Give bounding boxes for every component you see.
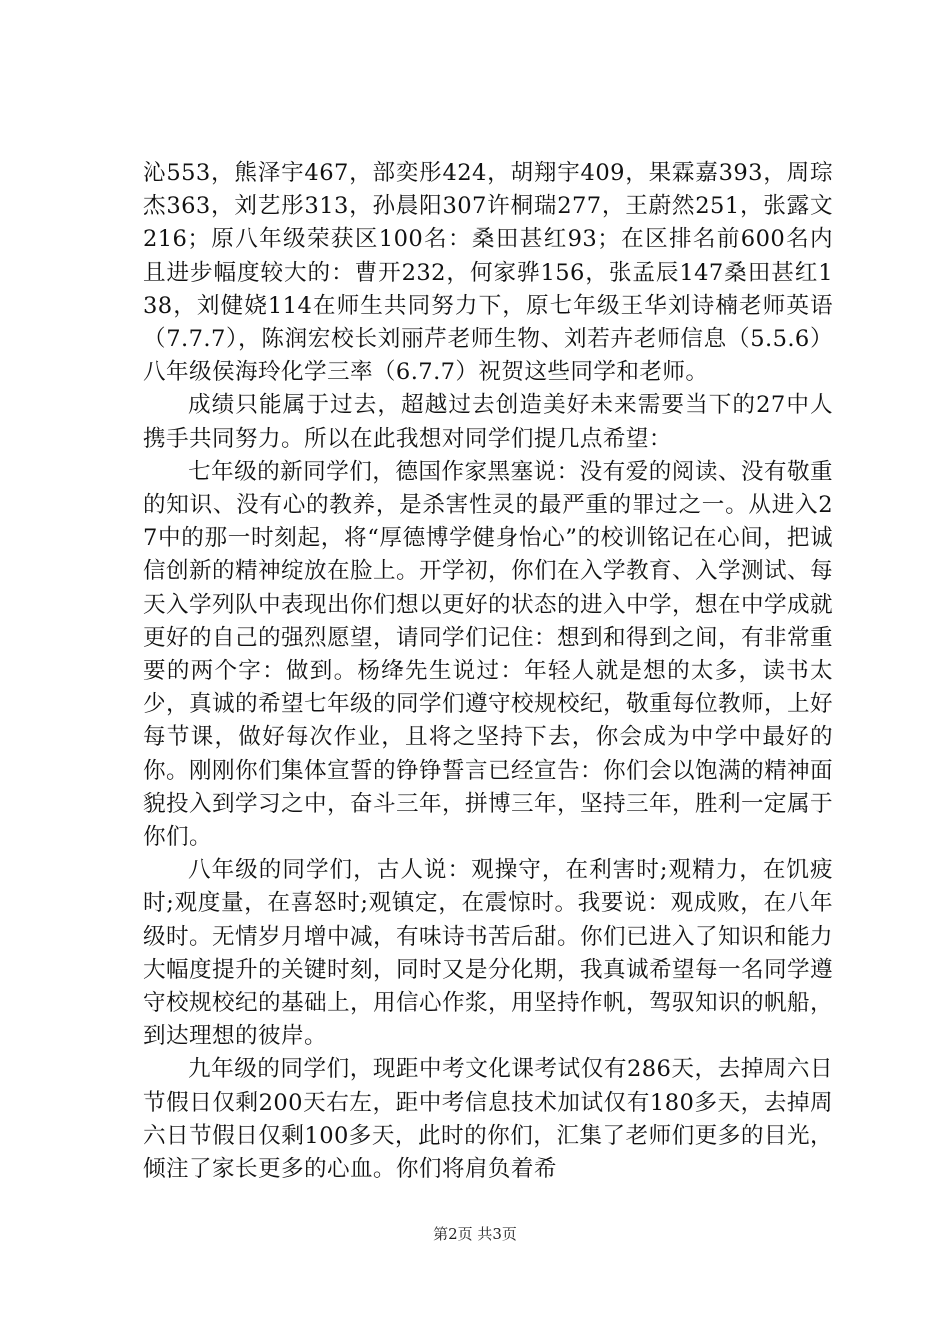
paragraph-continuation: 沁553，熊泽宇467，部奕彤424，胡翔宇409，果霖嘉393，周琮杰363，刘艺彤313，孙晨阳307许桐瑞277，王蔚然251，张露文216；原八年级荣获区100名：桑田甚红93；在区排名前600名内且进步幅度较大的：曹开232，何家骅156，张孟辰147桑田甚红138，刘健娆114在师生共同努力下，原七年级王华刘诗楠老师英语（7.7.7），陈润宏校长刘丽芹老师生物、刘若卉老师信息（5.5.6）八年级侯海玲化学三率（6.7.7）祝贺这些同学和老师。 — [143, 160, 833, 386]
paragraph-grade-seven: 七年级的新同学们，德国作家黑塞说：没有爱的阅读、没有敬重的知识、没有心的教养，是杀害性灵的最严重的罪过之一。从进入27中的那一时刻起，将“厚德博学健身怡心”的校训铭记在心间，把诚信创新的精神绽放在脸上。开学初，你们在入学教育、入学测试、每天入学列队中表现出你们想以更好的状态的进入中学，想在中学成就更好的自己的强烈愿望，请同学们记住：想到和得到之间，有非常重要的两个字：做到。杨绛先生说过：年轻人就是想的太多，读书太少，真诚的希望七年级的同学们遵守校规校纪，敬重每位教师，上好每节课，做好每次作业，且将之坚持下去，你会成为中学中最好的你。刚刚你们集体宣誓的铮铮誓言已经宣告：你们会以饱满的精神面貌投入到学习之中，奋斗三年，拼博三年，坚持三年，胜利一定属于你们。 — [143, 458, 833, 851]
page-footer — [0, 1224, 950, 1244]
paragraph-grade-eight: 八年级的同学们，古人说：观操守，在利害时;观精力，在饥疲时;观度量，在喜怒时;观镇定，在震惊时。我要说：观成败，在八年级时。无情岁月增中减，有味诗书苦后甜。你们已进入了知识和能力大幅度提升的关键时刻，同时又是分化期，我真诚希望每一名同学遵守校规校纪的基础上，用信心作浆，用坚持作帆，驾驭知识的帆船，到达理想的彼岸。 — [143, 857, 833, 1050]
paragraph-intro-hopes: 成绩只能属于过去，超越过去创造美好未来需要当下的27中人携手共同努力。所以在此我想对同学们提几点希望： — [143, 392, 833, 452]
page-number-label: 第2页 共3页 — [433, 1225, 517, 1243]
paragraph-grade-nine: 九年级的同学们，现距中考文化课考试仅有286天，去掉周六日节假日仅剩200天右左，距中考信息技术加试仅有180多天，去掉周六日节假日仅剩100多天，此时的你们，汇集了老师们更多的目光，倾注了家长更多的心血。你们将肩负着希 — [143, 1056, 833, 1183]
document-body — [143, 157, 833, 1186]
